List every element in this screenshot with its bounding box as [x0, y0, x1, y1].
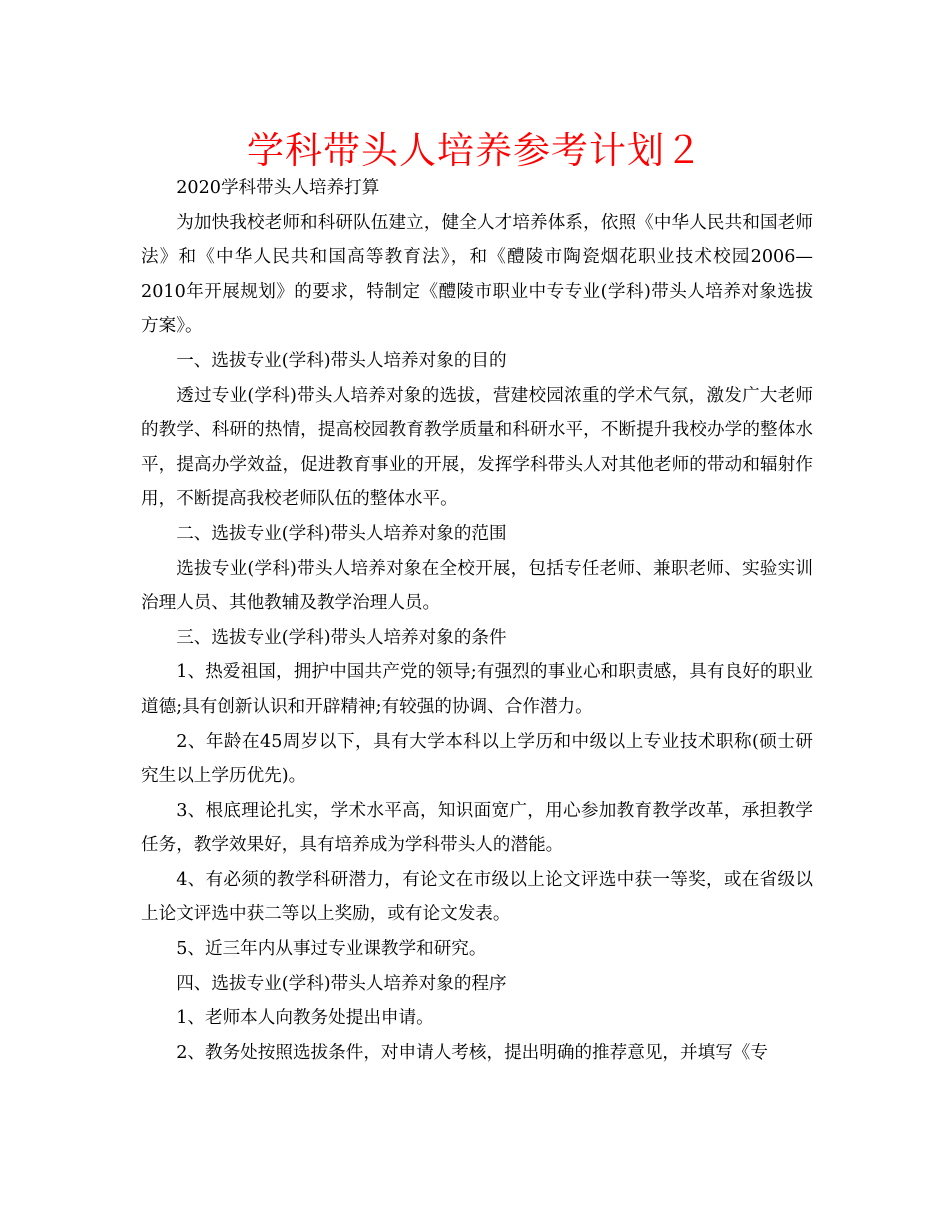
- condition-item-3: 3、根底理论扎实，学术水平高，知识面宽广，用心参加教育教学改革，承担教学任务，教学效果好，具有培养成为学科带头人的潜能。: [141, 800, 813, 856]
- document-body: [141, 171, 813, 1070]
- paragraph-scope: 选拔专业(学科)带头人培养对象在全校开展，包括专任老师、兼职老师、实验实训治理人员、其他教辅及教学治理人员。: [141, 558, 813, 614]
- paragraph-subtitle: 2020学科带头人培养打算: [176, 178, 380, 198]
- procedure-item-2: 2、教务处按照选拔条件，对申请人考核，提出明确的推荐意见，并填写《专: [176, 1042, 768, 1063]
- section-heading-purpose: 一、选拔专业(学科)带头人培养对象的目的: [176, 350, 507, 371]
- procedure-item-1: 1、老师本人向教务处提出申请。: [176, 1008, 434, 1029]
- condition-item-2: 2、年龄在45周岁以下，具有大学本科以上学历和中级以上专业技术职称(硕士研究生以上学历优先)。: [141, 731, 813, 787]
- condition-item-4: 4、有必须的教学科研潜力，有论文在市级以上论文评选中获一等奖，或在省级以上论文评选中获二等以上奖励，或有论文发表。: [141, 869, 813, 925]
- section-heading-conditions: 三、选拔专业(学科)带头人培养对象的条件: [176, 627, 507, 648]
- paragraph-purpose: 透过专业(学科)带头人培养对象的选拔，营建校园浓重的学术气氛，激发广大老师的教学、科研的热情，提高校园教育教学质量和科研水平，不断提升我校办学的整体水平，提高办学效益，促进教育事业的开展，发挥学科带头人对其他老师的带动和辐射作用，不断提高我校老师队伍的整体水平。: [141, 385, 813, 510]
- condition-item-1: 1、热爱祖国，拥护中国共产党的领导;有强烈的事业心和职责感，具有良好的职业道德;具有创新认识和开辟精神;有较强的协调、合作潜力。: [141, 662, 813, 717]
- section-heading-procedure: 四、选拔专业(学科)带头人培养对象的程序: [176, 973, 507, 994]
- paragraph-intro: 为加快我校老师和科研队伍建立，健全人才培养体系，依照《中华人民共和国老师法》和《中华人民共和国高等教育法》，和《醴陵市陶瓷烟花职业技术校园2006—2010年开展规划》的要求，特制定《醴陵市职业中专专业(学科)带头人培养对象选拔方案》。: [141, 212, 813, 337]
- document-title: 学科带头人培养参考计划２: [247, 129, 703, 172]
- section-heading-scope: 二、选拔专业(学科)带头人培养对象的范围: [176, 523, 507, 544]
- condition-item-5: 5、近三年内从事过专业课教学和研究。: [176, 939, 487, 960]
